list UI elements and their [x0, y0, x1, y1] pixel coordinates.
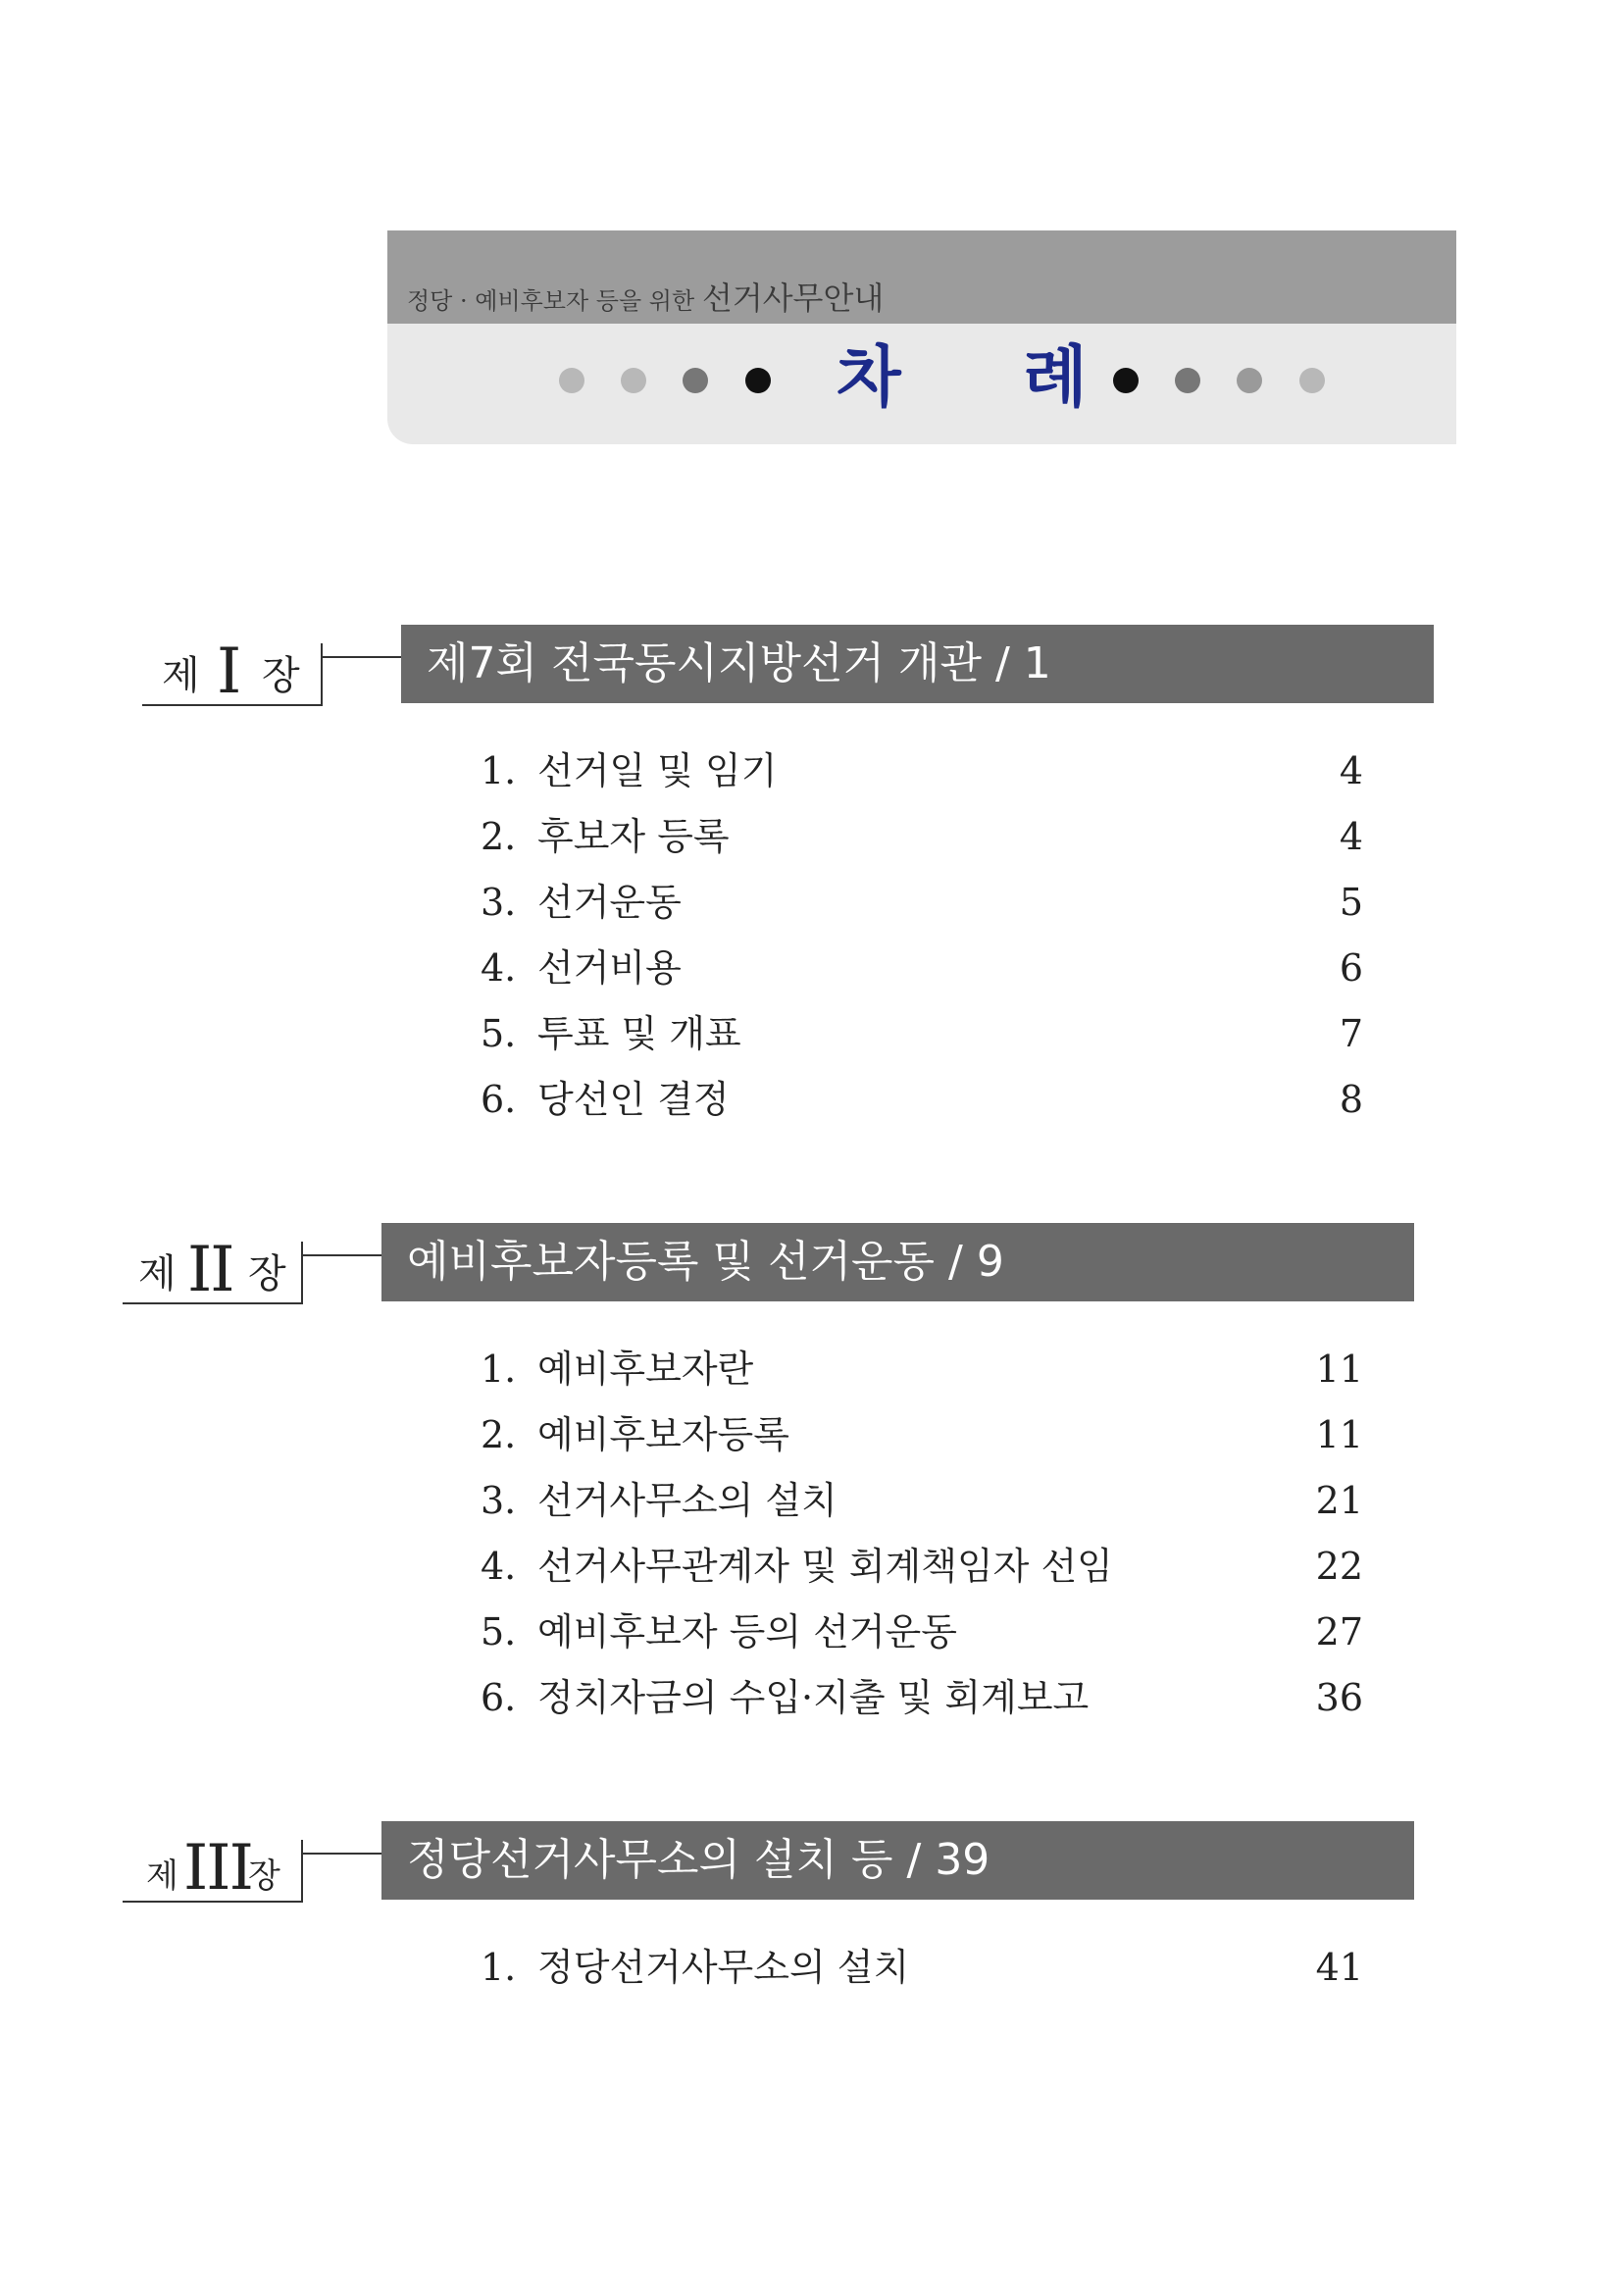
entry-page: 11 [1315, 1348, 1363, 1391]
entry-page: 5 [1339, 881, 1363, 924]
entry-page: 36 [1315, 1676, 1363, 1719]
toc-entry[interactable] [481, 1342, 1363, 1397]
chapter-label-roman: I [217, 636, 240, 708]
entry-number: 6. [481, 1078, 517, 1121]
toc-entry[interactable] [481, 875, 1363, 930]
decor-dot-icon [1175, 368, 1200, 393]
toc-title-char-1: 차 [837, 339, 901, 417]
chapter-label-roman: II [187, 1234, 233, 1306]
toc-entry[interactable] [481, 1072, 1363, 1127]
entry-title: 후보자 등록 [537, 815, 730, 858]
entry-title: 정당선거사무소의 설치 [537, 1946, 910, 1989]
toc-title-char-2: 례 [1023, 339, 1088, 417]
entry-title: 선거사무관계자 및 회계책임자 선임 [537, 1545, 1113, 1588]
entry-number: 2. [481, 1413, 517, 1456]
chapter-title-bar: 정당선거사무소의 설치 등 / 39 [381, 1821, 1414, 1900]
decor-dot-icon [1113, 368, 1139, 393]
toc-entry[interactable] [481, 743, 1363, 798]
entry-title: 예비후보자란 [537, 1348, 754, 1391]
entry-title: 선거사무소의 설치 [537, 1479, 837, 1522]
banner-title-strip [387, 324, 1456, 444]
banner-subtitle [407, 274, 884, 319]
toc-entry[interactable] [481, 1604, 1363, 1659]
banner-subtitle-large: 선거사무안내 [701, 280, 885, 317]
entry-page: 4 [1339, 815, 1363, 858]
entry-title: 선거일 및 임기 [537, 749, 778, 792]
chapter-connector-line [303, 1853, 381, 1855]
decor-dot-icon [683, 368, 708, 393]
chapter-connector-line [323, 656, 401, 658]
entry-number: 5. [481, 1610, 517, 1653]
chapter-label-suffix: 장 [248, 1857, 280, 1896]
entry-page: 21 [1315, 1479, 1363, 1522]
chapter-label [142, 636, 323, 708]
toc-entry[interactable] [481, 809, 1363, 864]
toc-entry[interactable] [481, 941, 1363, 995]
entry-title: 선거운동 [537, 881, 682, 924]
toc-header-banner [387, 230, 1456, 444]
decor-dot-icon [1237, 368, 1262, 393]
entry-page: 41 [1315, 1946, 1363, 1989]
chapter-label [123, 1832, 303, 1905]
entry-page: 8 [1339, 1078, 1363, 1121]
chapter-label-suffix: 장 [248, 1251, 286, 1297]
decor-dot-icon [745, 368, 771, 393]
entry-title: 예비후보자등록 [537, 1413, 789, 1456]
decor-dot-icon [621, 368, 646, 393]
entry-number: 5. [481, 1012, 517, 1055]
chapter-label-prefix: 제 [138, 1251, 177, 1297]
entry-number: 4. [481, 1545, 517, 1588]
entry-title: 당선인 결정 [537, 1078, 730, 1121]
toc-entry[interactable] [481, 1940, 1363, 1995]
chapter-label-roman: III [183, 1832, 252, 1905]
toc-entry[interactable] [481, 1407, 1363, 1462]
entry-page: 4 [1339, 749, 1363, 792]
entry-number: 1. [481, 1348, 517, 1391]
banner-top-strip [387, 230, 1456, 324]
entry-page: 7 [1339, 1012, 1363, 1055]
entry-number: 6. [481, 1676, 517, 1719]
entry-number: 1. [481, 1946, 517, 1989]
decor-dot-icon [559, 368, 584, 393]
entry-page: 22 [1315, 1545, 1363, 1588]
entry-title: 선거비용 [537, 946, 682, 990]
chapter-title-bar: 예비후보자등록 및 선거운동 / 9 [381, 1223, 1414, 1301]
entry-number: 3. [481, 1479, 517, 1522]
toc-entry[interactable] [481, 1670, 1363, 1725]
entry-title: 예비후보자 등의 선거운동 [537, 1610, 957, 1653]
entry-page: 11 [1315, 1413, 1363, 1456]
entry-number: 4. [481, 946, 517, 990]
chapter-title-bar: 제7회 전국동시지방선거 개관 / 1 [401, 625, 1434, 703]
toc-entry[interactable] [481, 1006, 1363, 1061]
banner-subtitle-small: 정당 · 예비후보자 등을 위한 [407, 287, 695, 315]
chapter-label-prefix: 제 [146, 1857, 178, 1896]
entry-number: 3. [481, 881, 517, 924]
entry-number: 1. [481, 749, 517, 792]
entry-page: 27 [1315, 1610, 1363, 1653]
entry-number: 2. [481, 815, 517, 858]
chapter-label-suffix: 장 [262, 653, 300, 698]
chapter-connector-line [303, 1254, 381, 1256]
entry-title: 정치자금의 수입·지출 및 회계보고 [537, 1676, 1090, 1719]
toc-entry[interactable] [481, 1473, 1363, 1528]
decor-dot-icon [1299, 368, 1325, 393]
toc-entry[interactable] [481, 1539, 1363, 1594]
chapter-label [123, 1234, 303, 1306]
entry-title: 투표 및 개표 [537, 1012, 741, 1055]
entry-page: 6 [1339, 946, 1363, 990]
chapter-label-prefix: 제 [162, 653, 200, 698]
